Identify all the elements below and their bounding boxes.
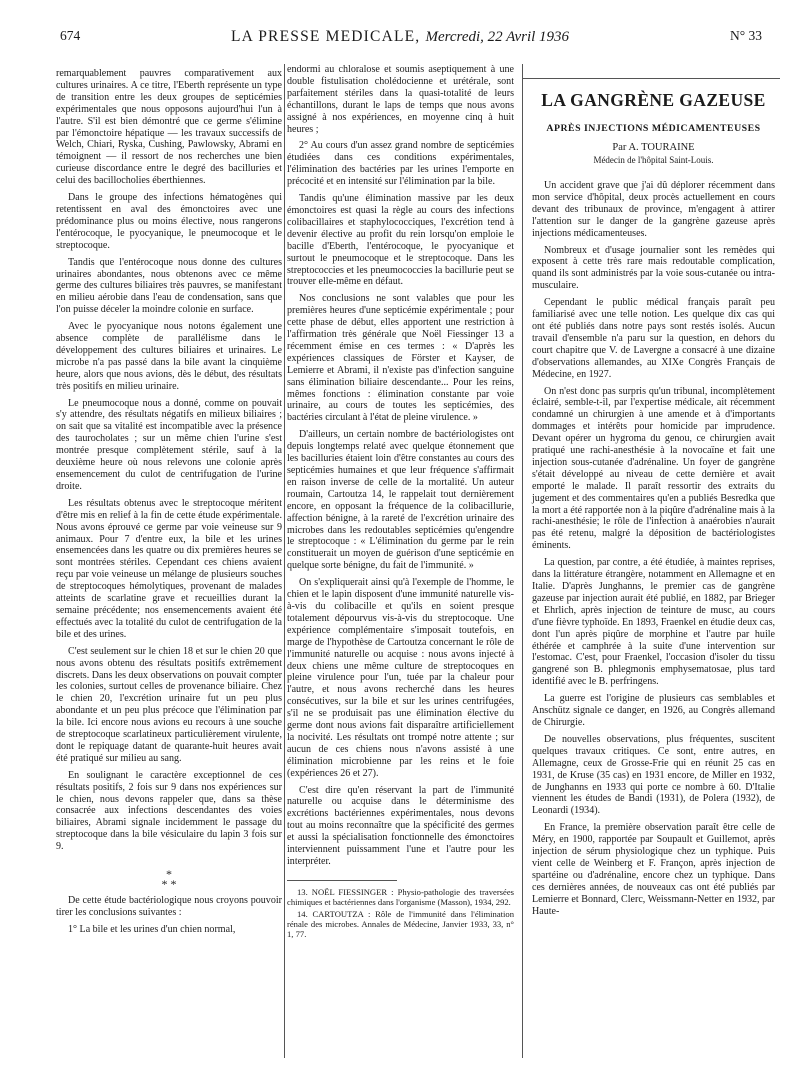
column-divider-1 [284, 64, 285, 1058]
title-divider [522, 78, 780, 79]
col3-paragraph: Nombreux et d'usage journalier sont les remèdes qui exposent à cette très rare mais redoutable complication, quand ils sont administrés par la voie sous-cutanée ou intra-musculaire. [532, 244, 775, 292]
col3-paragraph: La guerre est l'origine de plusieurs cas semblables et Anschütz signale ce danger, en 1926, au Congrès allemand de Chirurgie. [532, 693, 775, 728]
col1-paragraph: remarquablement pauvres comparativement aux cultures urinaires. A ce titre, l'Eberth représente un type de transition entre les deux groupes de septicémies expérimentales que nous opposons aujourd'hui l'un à l'autre. S'il est bien démontré que ce germe s'élimine par l'émonctoire hépatique — les travaux successifs de Welch, Chiari, Ryska, Cushing, Pawlowsky, Abrami en témoignent — il ressort de nos recherches une bien curieuse discordance entre le degré des bacilluries et celui des bacillocholies éberthiennes. [56, 68, 282, 187]
footnote: 13. NOËL FIESSINGER : Physio-pathologie des traversées chimiques et bactériennes dans l'organisme (Masson), 1934, 292. [287, 886, 514, 907]
journal-masthead [38, 28, 762, 46]
col2-paragraph: Nos conclusions ne sont valables que pour les premières heures d'une septicémie expérimentale ; pour cette phase de début, elles apportent une restriction à l'affirmation très générale que Noël Fiessinger 13 a récemment émise en ces termes : « D'après les expériences classiques de Förster et Kayser, de Lemierre et Abrami, il n'existe pas d'infection sanguine sans élimination biliaire descendante... Pour les reins, mêmes fonctions : élimination constante par voie urinaire, au cours de toutes les septicémies, des bactéries circulant à l'état de pleine virulence. » [287, 293, 514, 424]
col1-paragraph: 1° La bile et les urines d'un chien normal, [68, 923, 236, 935]
column-divider-2 [522, 64, 523, 1058]
article-title: LA GANGRÈNE GAZEUSE [541, 90, 766, 110]
col2-paragraph: D'ailleurs, un certain nombre de bactériologistes ont depuis longtemps relaté avec quelque étonnement que les bacilluries étaient loin d'être constantes au cours des septicémies humaines et que leur fréquence s'affirmait en raison inverse de celle de la mortalité. Un auteur roumain, Cartoutza 14, le rappelait tout dernièrement encore, en opposant la fréquence de la colibacillurie, affection bénigne, à la rareté de l'excrétion urinaire des microbes dans les redoutables septicémies qu'engendre le streptocoque : « L'élimination du germe par le rein constituerait un moyen de guérison d'une septicémie en quelque sorte bénigne, du fait de l'immunité. » [287, 429, 514, 572]
col1-paragraph: En soulignant le caractère exceptionnel de ces résultats positifs, 2 fois sur 9 dans nos expériences sur le chien, nous devons rappeler que, dans sa thèse consacrée aux infections descendantes des voies biliaires, Abrami signale incidemment le passage du streptocoque dans la bile vésiculaire du lapin 3 fois sur 9. [56, 769, 282, 853]
journal-name: LA PRESSE MEDICALE, [230, 28, 421, 45]
col1-paragraph: Dans le groupe des infections hématogènes qui retentissent en aval des émonctoires avec une prédominance plus ou moins élective, nous rangerons l'entérocoque, le pyocyanique, le pneumocoque et le streptocoque. [56, 192, 282, 251]
col3-paragraph: Cependant le public médical français paraît peu familiarisé avec une telle notion. Les quelque dix cas qui ont été publiés dans notre pays sont restés isolés. Aucun travail d'ensemble n'a paru sur la question, en dehors du court chapitre que V. de Lavergne a consacré à une dizaine d'observations allemandes, au XIXe Congrès Français de Médecine, en 1927. [532, 297, 775, 380]
col1-paragraph: Tandis que l'entérocoque nous donne des cultures urinaires abondantes, nous obtenons avec ce même germe des cultures biliaires très pauvres, se manifestant en milieu aérobie dans l'eau de condensation, sans que l'on puisse déceler la moindre colonie en surface. [56, 256, 282, 316]
col3-paragraph: Un accident grave que j'ai dû déplorer récemment dans mon service d'hôpital, deux procès actuellement en cours devant des tribunaux de province, m'engagent à attirer l'attention sur le danger de la gangrène gazeuse après injections médicamenteuses. [532, 180, 775, 239]
article-subtitle: APRÈS INJECTIONS MÉDICAMENTEUSES [546, 123, 761, 134]
col1-paragraph: C'est seulement sur le chien 18 et sur le chien 20 que nous avons obtenu des résultats positifs extrêmement discrets. Dans les deux observations on pouvait compter les colonies, surtout celles de provenance biliaire. Chez le chien 20, l'excrétion urinaire fut un peu plus abondante et un peu plus précoce que l'élimination par la bile. Ici encore nous avions eu recours à une souche de streptocoque scarlatineux particulièrement virulente, dont le repiquage datant de quarante-huit heures avait été pratiqué sur milieu au sang. [56, 645, 283, 764]
col1-paragraph: Avec le pyocyanique nous notons également une absence complète de parallélisme dans le développement des cultures biliaires et urinaires. Le microbe n'a pas passé dans la bile avant la cinquième heure, alors que nous avions, dès le début, des résultats très positifs en milieu urinaire. [56, 321, 282, 392]
col3-paragraph: De nouvelles observations, plus fréquentes, suscitent quelques travaux critiques. Ce sont, entre autres, en Allemagne, ceux de Grosse-Frie qui en réunit 25 cas en 1931, de Kruse (35 cas) en 1931 encore, de Miller en 1932, de Junghanns en 1933 qui porte ce nombre à 60. D'Italie viennent les études de Bandi (1931), de Polera (1932), de Leonardi (1934). [532, 733, 775, 817]
col3-paragraph: En France, la première observation paraît être celle de Méry, en 1900, rapportée par Soupault et Guillemot, après injection de sérum physiologique chez un typhique. Puis vient celle de Weinberg et F. Françon, après injection de spartéine ou d'adrénaline, encore chez un typhique. Dans ces dernières années, de nouveaux cas ont été publiés par Lemierre et Bonnard, Clerc, Weissmann-Netter en 1932, par Haute- [532, 822, 775, 917]
issue-number: N° 33 [729, 28, 762, 43]
col2-paragraph: Tandis qu'une élimination massive par les deux émonctoires est quasi la règle au cours des infections colibacillaires et staphylococciques, l'excrétion tend à devenir élective au profit du rein lorsqu'on emploie le bacille d'Eberth, l'entérocoque, le pyocyanique et surtout le pneumocoque et le streptocoque. Dans les streptococcies et les pneumococcies la bacillurie peut se trouver elle-même en défaut. [287, 193, 514, 288]
article-title-block [532, 88, 775, 165]
column-3 [532, 180, 775, 922]
article-author: Par A. TOURAINE [612, 142, 695, 153]
column-2 [287, 64, 514, 941]
col2-paragraph: endormi au chloralose et soumis aseptiquement à une double fistulisation cholédocienne et urétérale, sont parfaitement stériles dans la quasi-totalité de leurs échantillons, durant le laps de temps que nous avons assigné à nos expériences, en moyenne cinq à huit heures ; [287, 64, 514, 135]
col2-paragraph: On s'expliquerait ainsi qu'à l'exemple de l'homme, le chien et le lapin disposent d'une immunité naturelle vis-à-vis du colibacille et qu'ils en soient presque totalement dépourvus vis-à-vis du streptocoque. Une expérience complémentaire s'imposait toutefois, en marge de l'hypothèse de Cartoutza concernant le rôle de l'immunité naturelle ou acquise : nous avons injecté à deux chiens une même culture de streptocoques en pleine virulence pour l'un, tuée par la chaleur pour l'autre, et nous avons recherché dans les heures consécutives, sur la bile et sur les urines centrifugées, s'il ne se produisait pas une élimination élective du germe dont nous avions fait disparaître artificiellement la nocivité. Les résultats ont trompé notre attente ; sur aucun de ces chiens nous n'avons assisté à une élimination microbienne par les reins et le foie (expériences 26 et 27). [287, 577, 514, 779]
col3-paragraph: On n'est donc pas surpris qu'un tribunal, incomplètement éclairé, semble-t-il, par l'expertise médicale, ait récemment condamné un chirurgien à une amende et à d'importants dommages et intérêts pour homicide par imprudence. Devant opérer un hygroma du genou, ce chirurgien avait pratiqué une rachi-anesthésie à la novocaïne et fait une injection sous-cutanée d'adrénaline. Un foyer de gangrène s'était développé au niveau de cette dernière et avait emporté le malade. Il paraît ressortir des extraits du jugement et des commentaires qu'en a publiés Besredka que la mort a été rapportée non à la piqûre d'adrénaline mais à la rachi-anesthésie; le rôle de l'infection à anaérobies n'aurait pas été retenu, malgré la déposition de bactériologistes éminents. [532, 385, 775, 552]
column-1 [56, 68, 282, 941]
col1-paragraph: De cette étude bactériologique nous croyons pouvoir tirer les conclusions suivantes : [56, 895, 282, 918]
footnote: 14. CARTOUTZA : Rôle de l'immunité dans l'élimination rénale des microbes. Annales de Médecine, Janvier 1933, 33, n° 1, 77. [287, 908, 514, 939]
author-affiliation: Médecin de l'hôpital Saint-Louis. [593, 155, 714, 165]
col1-paragraph: Les résultats obtenus avec le streptocoque méritent d'être mis en relief à la fin de cette étude expérimentale. Nous avons éprouvé ce germe par voie veineuse sur 9 animaux. Pour 7 d'entre eux, la bile et les urines ensemencées dans les quatre ou dix premières heures se sont montrées stériles. Cependant ces chiens avaient reçu par voie veineuse un mélange de plusieurs souches de streptocoques hémolytiques, provenant de malades atteints de scarlatine grave et recueillies durant la semaine précédente; nos ensemencements avaient été effectués avec la totalité du culot de centrifugation de la bile et des urines. [56, 497, 282, 640]
page-header [38, 28, 762, 50]
col3-paragraph: La question, par contre, a été étudiée, à maintes reprises, dans la littérature étrangère, notamment en Allemagne et en Italie. D'après Junghanns, le premier cas de gangrène gazeuse par injection aurait été publié, en 1882, par Brieger et Ehrlich, après injection de teinture de musc, au cours d'une fièvre typhoïde. En 1893, Fraenkel en étudie deux cas, dont l'un après piqûre de morphine et l'autre par huile éthérée et camphrée à la suite d'une intervention sur l'estomac. C'est, pour Fraenkel, l'occasion d'isoler du tissu gangrené son B. phlegmonis emphysematosae, plus tard identifié avec le B. perfringens. [532, 557, 775, 688]
section-separator-stars: * * * [161, 867, 177, 892]
issue-date: Mercredi, 22 Avril 1936 [425, 29, 570, 45]
col1-paragraph: Le pneumocoque nous a donné, comme on pouvait s'y attendre, des résultats négatifs en milieux biliaires ; on sait que sa vitalité est incompatible avec la présence des taurocholates ; sur un même chien l'urine s'est montrée presque complètement stérile, sauf à la deuxième heure où nous relevons une colonie après ensemencement du culot de centrifugation de l'urine droite. [56, 397, 282, 492]
col2-paragraph: 2° Au cours d'un assez grand nombre de septicémies étudiées dans ces conditions expérimentales, l'élimination des bactéries par les urines l'emporte en précocité et en intensité sur l'élimination par la bile. [287, 140, 514, 188]
col2-paragraph: C'est dire qu'en réservant la part de l'immunité naturelle ou acquise dans le déterminisme des excrétions bactériennes expérimentales, nous devons tout au moins reconnaître que la spécificité des germes et aussi la spécialisation fonctionnelle des émonctoires interviennent puissamment l'une et l'autre pour les interpréter. [287, 784, 514, 867]
page-number: 674 [60, 28, 81, 43]
footnote-rule [287, 880, 397, 881]
